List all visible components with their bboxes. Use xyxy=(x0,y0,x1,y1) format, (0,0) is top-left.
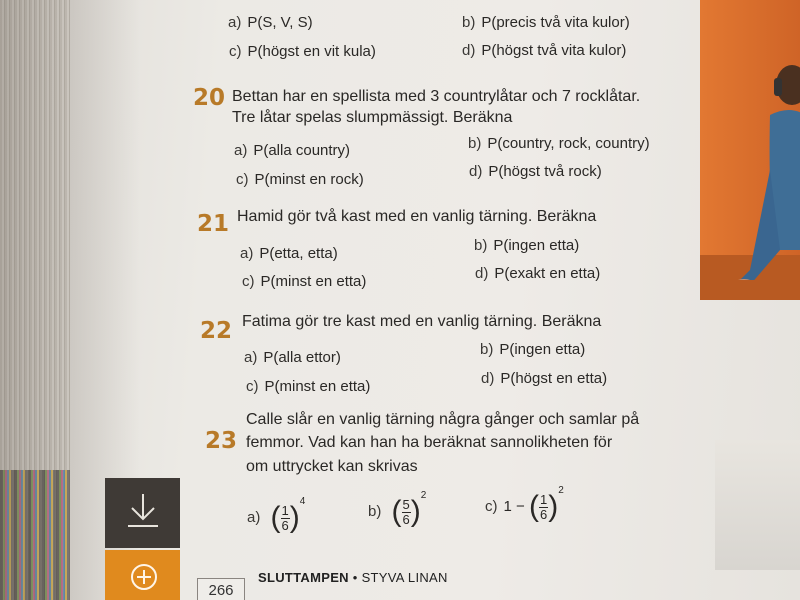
q21-text: Hamid gör två kast med en vanlig tärning. Beräkna xyxy=(237,208,597,225)
q20-number: 20 xyxy=(193,85,226,111)
download-arrow-icon xyxy=(125,492,161,532)
q23-option-a: a) ( $\frac{1}{6}$ )$^4$ xyxy=(247,496,306,535)
plus-box[interactable] xyxy=(105,550,180,600)
fraction: $\frac{1}{6}$ xyxy=(539,491,548,522)
q19-option-d: d) P(högst två vita kulor) xyxy=(462,42,627,59)
q23-text-line1: Calle slår en vanlig tärning några gånger och samlar på xyxy=(246,411,640,428)
page-number: 266 xyxy=(197,578,245,600)
q20-option-b: b) P(country, rock, country) xyxy=(468,135,650,152)
q22-option-b: b) P(ingen etta) xyxy=(480,341,586,358)
plus-circle-icon xyxy=(129,562,159,592)
q20-option-c: c) P(minst en rock) xyxy=(236,171,364,188)
q21-option-b: b) P(ingen etta) xyxy=(474,237,580,254)
fraction: $\frac{5}{6}$ xyxy=(402,496,410,527)
q21-option-d: d) P(exakt en etta) xyxy=(475,265,601,282)
q22-option-d: d) P(högst en etta) xyxy=(481,370,608,387)
q22-option-c: c) P(minst en etta) xyxy=(246,378,371,395)
student-photo xyxy=(700,0,800,300)
q23-option-c: c) 1 − ( $\frac{1}{6}$ )$^2$ xyxy=(485,485,564,524)
q20-text-line2: Tre låtar spelas slumpmässigt. Beräkna xyxy=(232,109,513,126)
footer-separator: • xyxy=(352,570,358,585)
page-image-bottom xyxy=(715,440,800,570)
q23-text-line2: femmor. Vad kan han ha beräknat sannolikheten för xyxy=(246,434,613,451)
q21-option-c: c) P(minst en etta) xyxy=(242,273,367,290)
q23-number: 23 xyxy=(205,428,238,454)
q20-option-a: a) P(alla country) xyxy=(234,142,351,159)
download-box[interactable] xyxy=(105,478,180,548)
fraction: $\frac{1}{6}$ xyxy=(281,502,289,533)
footer-chapter xyxy=(258,570,448,585)
footer-section: SLUTTAMPEN xyxy=(258,570,349,585)
q20-text-line1: Bettan har en spellista med 3 countrylåtar och 7 rocklåtar. xyxy=(232,88,641,105)
q22-text: Fatima gör tre kast med en vanlig tärning. Beräkna xyxy=(242,313,602,330)
q21-number: 21 xyxy=(197,211,230,237)
q22-option-a: a) P(alla ettor) xyxy=(244,349,341,366)
q19-option-c: c) P(högst en vit kula) xyxy=(229,43,376,60)
q22-number: 22 xyxy=(200,318,233,344)
q21-option-a: a) P(etta, etta) xyxy=(240,245,338,262)
q23-option-b: b) ( $\frac{5}{6}$ )$^2$ xyxy=(368,490,427,529)
q19-option-a: a) P(S, V, S) xyxy=(228,14,313,31)
footer-subtitle: STYVA LINAN xyxy=(361,570,448,585)
person-illustration xyxy=(730,20,800,280)
q23-text-line3: om uttrycket kan skrivas xyxy=(246,458,418,475)
q20-option-d: d) P(högst två rock) xyxy=(469,163,602,180)
q19-option-b: b) P(precis två vita kulor) xyxy=(462,14,630,31)
